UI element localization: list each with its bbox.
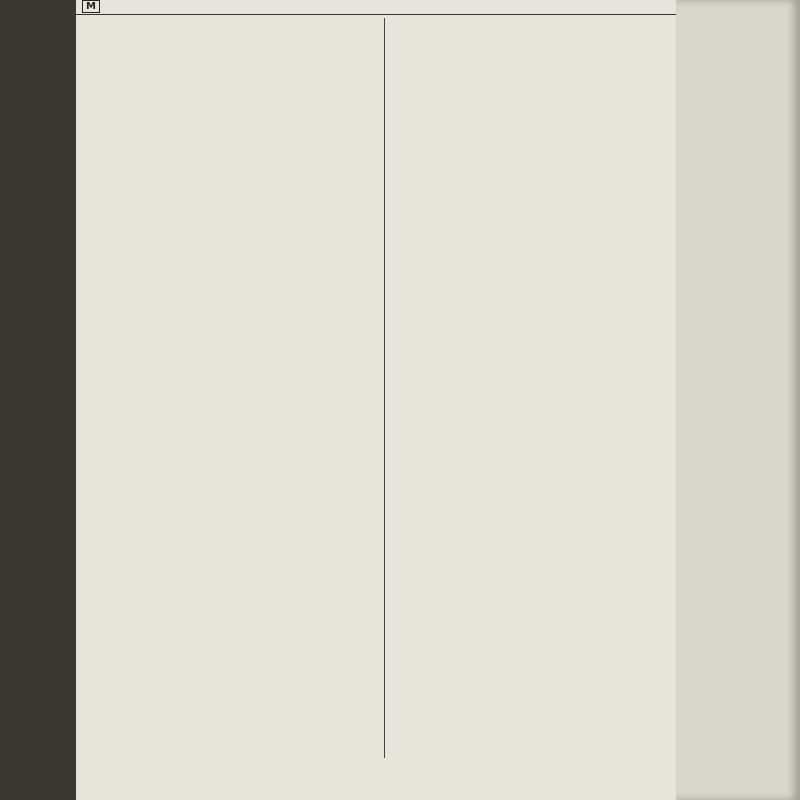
page-header xyxy=(76,0,700,15)
column-divider xyxy=(384,18,385,758)
book-page xyxy=(76,0,700,800)
adjacent-page-edge xyxy=(676,0,800,800)
publisher-logo-icon: M xyxy=(82,0,100,13)
